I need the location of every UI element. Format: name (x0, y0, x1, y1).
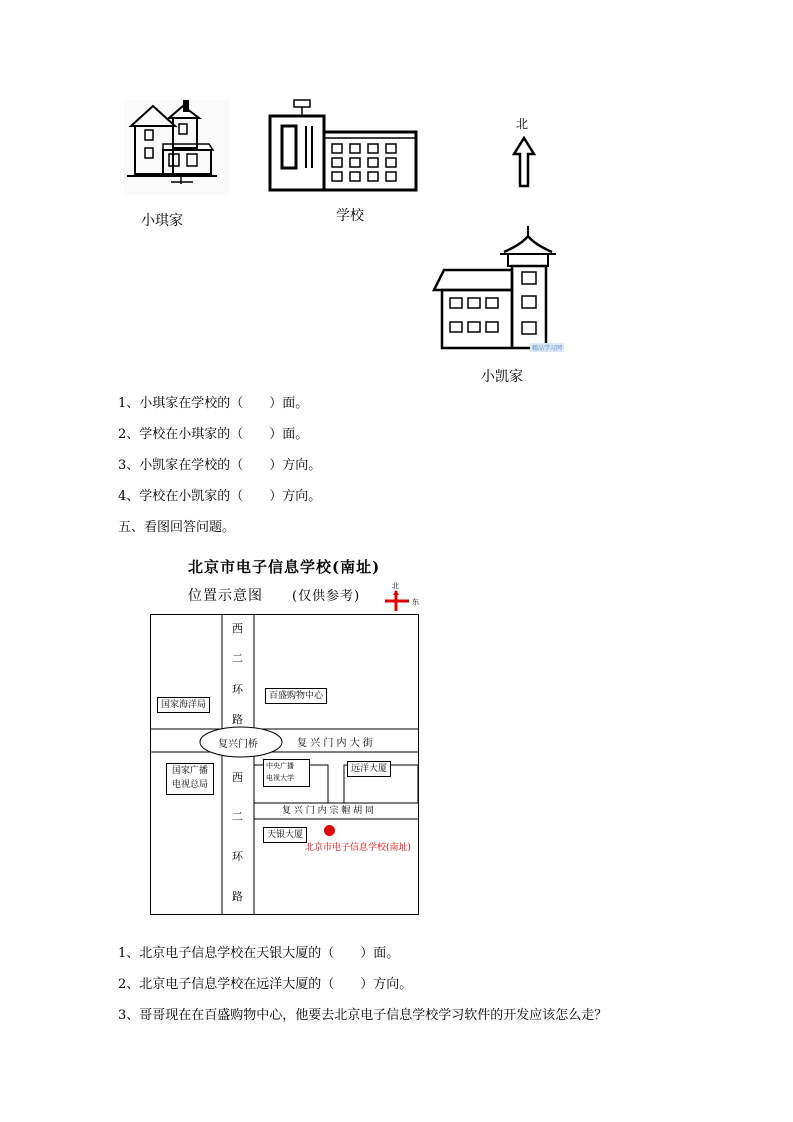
north-arrow-icon (512, 136, 536, 188)
north-label: 北 (516, 117, 529, 131)
question-b-2: 2、北京电子信息学校在远洋大厦的（ ）方向。 (118, 977, 413, 992)
road-lower-char-1: 西 (232, 771, 243, 784)
question-a-1: 1、小琪家在学校的（ ）面。 (118, 396, 309, 411)
road-lower-char-3: 环 (232, 850, 243, 863)
road-lower-char-2: 二 (232, 810, 243, 823)
fuxingmen-inner-street-label: 复 兴 门 内 大 街 (297, 738, 373, 749)
map-compass-east: 东 (412, 598, 419, 606)
school-illustration (268, 98, 420, 192)
yuanyang-building: 远洋大厦 (347, 761, 391, 777)
question-a-2: 2、学校在小琪家的（ ）面。 (118, 427, 309, 442)
compass-icon (383, 590, 411, 612)
question-a-3: 3、小凯家在学校的（ ）方向。 (118, 458, 322, 473)
question-a-4: 4、学校在小凯家的（ ）方向。 (118, 489, 322, 504)
question-b-3: 3、哥哥现在在百盛购物中心，他要去北京电子信息学校学习软件的开发应该怎么走？ (118, 1008, 608, 1023)
cctv-line-2: 电视大学 (266, 774, 294, 782)
map-compass-north: 北 (392, 582, 399, 590)
tianyin-building: 天银大厦 (263, 827, 307, 843)
xiaokai-home-label: 小凯家 (481, 369, 523, 385)
map-title: 北京市电子信息学校(南址) (188, 558, 381, 576)
xiaokai-house-illustration (432, 226, 568, 352)
radio-tv-line-1: 国家广播 (171, 766, 208, 776)
radio-tv-line-2: 电视总局 (171, 780, 208, 790)
cctv-university-box (263, 759, 310, 787)
school-location-label: 北京市电子信息学校(南址) (305, 843, 412, 853)
radio-tv-bureau-box (166, 763, 214, 795)
road-upper-char-3: 环 (232, 683, 243, 696)
xiaoqi-house-illustration (123, 98, 233, 198)
school-label: 学校 (336, 208, 364, 224)
road-upper-char-1: 西 (232, 622, 243, 635)
school-location-marker (324, 825, 335, 836)
section-5-title: 五、看图回答问题。 (118, 520, 236, 535)
question-b-1: 1、北京电子信息学校在天银大厦的（ ）面。 (118, 946, 400, 961)
bairsheng-shopping-center: 百盛购物中心 (265, 688, 327, 704)
map-subtitle: 位置示意图 (188, 588, 263, 604)
fuxingmen-south-alley-label: 复 兴 门 内 宗 帽 胡 同 (282, 806, 375, 816)
watermark: 精品学习网 (532, 345, 563, 352)
xiaoqi-home-label: 小琪家 (141, 213, 183, 229)
road-lower-char-4: 路 (232, 890, 243, 903)
fuxingmen-bridge-label: 复兴门桥 (218, 739, 258, 750)
road-upper-char-4: 路 (232, 713, 243, 726)
map-note: (仅供参考) (292, 589, 361, 604)
cctv-line-1: 中央广播 (266, 762, 294, 770)
road-upper-char-2: 二 (232, 652, 243, 665)
ocean-bureau: 国家海洋局 (157, 697, 210, 713)
